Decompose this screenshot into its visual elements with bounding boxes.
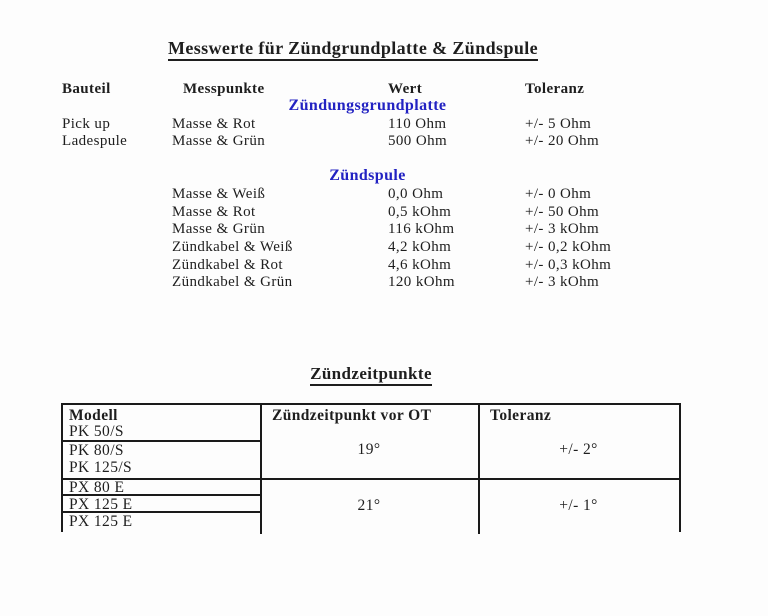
measurement-row: [0, 273, 768, 291]
table-header-vor-ot: Zündzeitpunkt vor OT: [272, 407, 432, 424]
messpunkte-value: Masse & Weiß: [172, 186, 266, 202]
table-divider-vertical-1: [260, 405, 262, 534]
toleranz-value: +/- 3 kOhm: [525, 274, 600, 290]
messpunkte-value: Zündkabel & Grün: [172, 274, 293, 290]
document-title: Messwerte für Zündgrundplatte & Zündspule: [168, 38, 538, 61]
messpunkte-value: Masse & Rot: [172, 204, 256, 220]
messpunkte-value: Masse & Grün: [172, 221, 266, 237]
wert-value: 0,5 kOhm: [388, 204, 452, 220]
wert-value: 0,0 Ohm: [388, 186, 444, 202]
document-title-wrap: [0, 38, 706, 59]
toleranz-value: +/- 50 Ohm: [525, 204, 600, 220]
wert-value: 4,2 kOhm: [388, 239, 452, 255]
toleranz-value: +/- 0,3 kOhm: [525, 257, 612, 273]
measurement-row: [0, 115, 768, 133]
messpunkte-value: Zündkabel & Weiß: [172, 239, 293, 255]
measurement-row: [0, 185, 768, 203]
bauteil-value: Ladespule: [62, 133, 128, 149]
timing-title-wrap: [0, 364, 742, 384]
table-divider-vertical-2: [478, 405, 480, 534]
table-cell-model: PX 125 E: [69, 496, 133, 513]
column-header-bauteil: Bauteil: [62, 81, 111, 97]
wert-value: 4,6 kOhm: [388, 257, 452, 273]
column-header-wert: Wert: [388, 81, 423, 97]
messpunkte-value: Zündkabel & Rot: [172, 257, 283, 273]
messpunkte-value: Masse & Rot: [172, 116, 256, 132]
messpunkte-value: Masse & Grün: [172, 133, 266, 149]
table-cell-model: PK 50/S: [69, 423, 124, 440]
wert-value: 116 kOhm: [388, 221, 455, 237]
measurement-row: [0, 238, 768, 256]
toleranz-value: +/- 3 kOhm: [525, 221, 600, 237]
table-header-toleranz: Toleranz: [490, 407, 552, 424]
timing-table: [61, 403, 681, 532]
table-cell-vor-ot: 19°: [357, 441, 381, 458]
measurement-row: [0, 132, 768, 150]
table-header-modell: Modell: [69, 407, 118, 424]
bauteil-value: Pick up: [62, 116, 111, 132]
wert-value: 500 Ohm: [388, 133, 448, 149]
toleranz-value: +/- 20 Ohm: [525, 133, 600, 149]
table-cell-toleranz: +/- 1°: [559, 497, 598, 514]
column-header-toleranz: Toleranz: [525, 81, 585, 97]
group-heading-zuendspule: Zündspule: [329, 167, 406, 184]
table-cell-model: PX 80 E: [69, 479, 125, 496]
timing-section-title: Zündzeitpunkte: [310, 364, 432, 386]
table-cell-model: PK 80/S: [69, 442, 124, 459]
table-cell-model: PX 125 E: [69, 513, 133, 530]
table-cell-model: PK 125/S: [69, 459, 133, 476]
measurement-row: [0, 220, 768, 238]
wert-value: 120 kOhm: [388, 274, 455, 290]
toleranz-value: +/- 0 Ohm: [525, 186, 592, 202]
measurement-header-row: [0, 80, 768, 98]
toleranz-value: +/- 5 Ohm: [525, 116, 592, 132]
measurement-row: [0, 256, 768, 274]
table-cell-vor-ot: 21°: [357, 497, 381, 514]
table-divider-horizontal-full: [63, 478, 679, 480]
toleranz-value: +/- 0,2 kOhm: [525, 239, 612, 255]
table-cell-toleranz: +/- 2°: [559, 441, 598, 458]
measurement-row: [0, 203, 768, 221]
wert-value: 110 Ohm: [388, 116, 447, 132]
column-header-messpunkte: Messpunkte: [183, 81, 265, 97]
group-heading-zuendungsgrundplatte: Zündungsgrundplatte: [288, 97, 447, 114]
